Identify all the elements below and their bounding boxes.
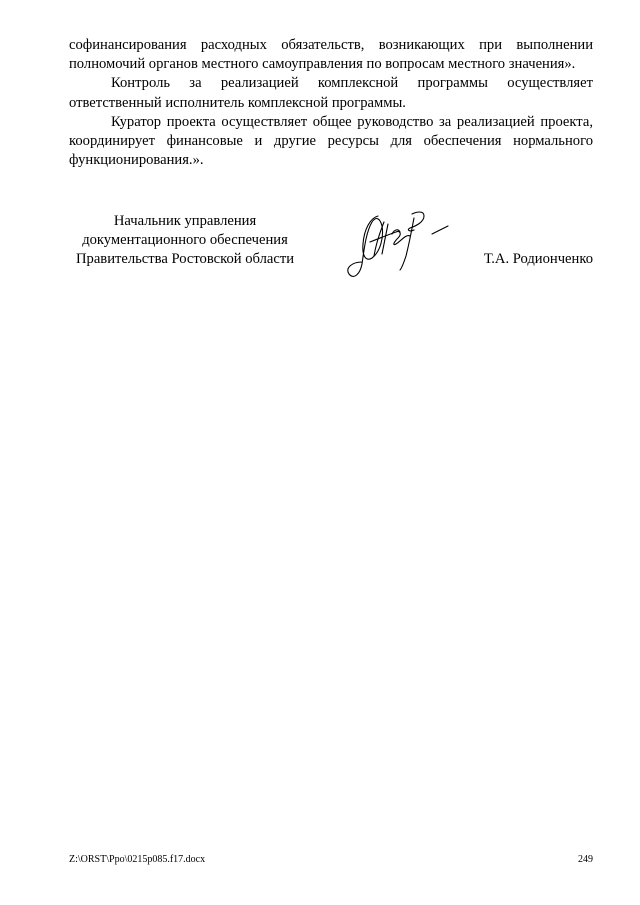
- signatory-title-line-1: Начальник управления: [113, 213, 257, 229]
- page-number: 249: [578, 854, 593, 865]
- document-body: [69, 36, 593, 170]
- signatory-title-line-2: документационного обеспечения: [82, 232, 288, 249]
- paragraph-cofinancing: софинансирования расходных обязательств, возникающих при выполнении полномочий органов местного самоуправления по вопросам местного значения».: [69, 37, 593, 73]
- paragraph-curator: Куратор проекта осуществляет общее руководство за реализацией проекта, координирует финансовые и другие ресурсы для обеспечения нормального функционирования.».: [69, 113, 593, 169]
- signatory-name: Т.А. Родионченко: [483, 251, 593, 267]
- handwritten-signature-icon: [340, 204, 452, 286]
- file-path: Z:\ORST\Ppo\0215p085.f17.docx: [69, 854, 206, 865]
- signatory-title-line-3: Правительства Ростовской области: [75, 251, 295, 268]
- signatory-title: [69, 212, 301, 270]
- paragraph-control: Контроль за реализацией комплексной программы осуществляет ответственный исполнитель комплексной программы.: [69, 75, 593, 111]
